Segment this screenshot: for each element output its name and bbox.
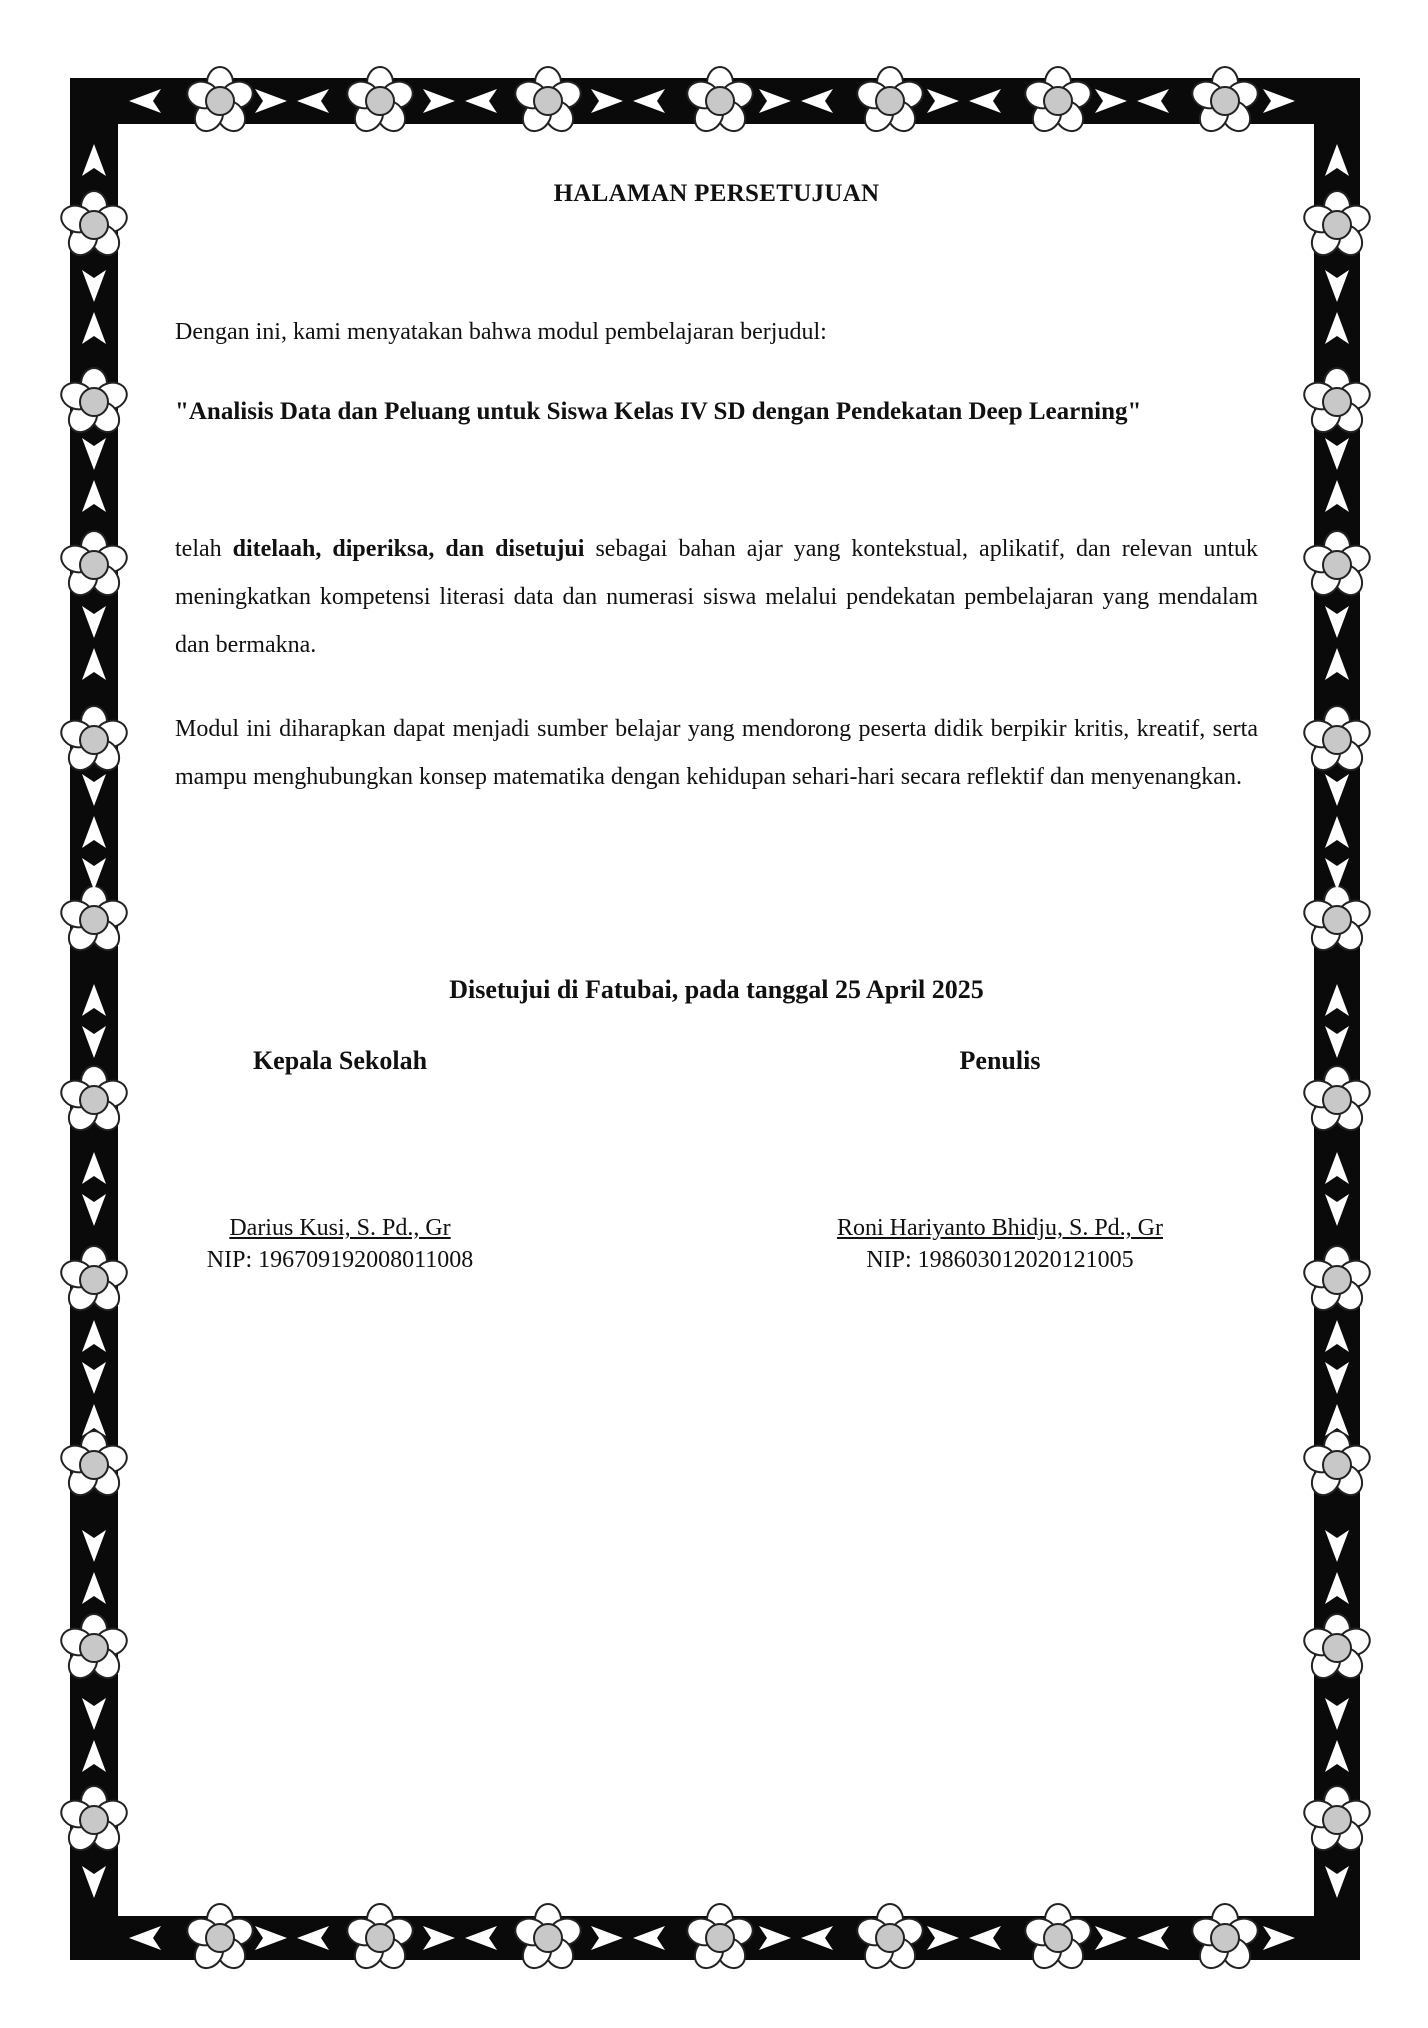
flower-ornament <box>184 67 256 137</box>
signer-name: Darius Kusi, S. Pd., Gr <box>229 1215 451 1241</box>
flower-ornament <box>854 67 926 137</box>
flower-ornament <box>1189 1904 1261 1974</box>
flower-ornament <box>854 1904 926 1974</box>
flower-ornament <box>1022 1904 1094 1974</box>
purpose-paragraph: Modul ini diharapkan dapat menjadi sumber belajar yang mendorong peserta didik berpikir kritis, kreatif, serta mampu menghubungkan konsep matematika dengan kehidupan sehari-hari secara reflektif dan menyenangkan. <box>175 716 1258 790</box>
flower-ornament <box>184 1904 256 1974</box>
signer-nip: NIP: 198603012020121005 <box>866 1247 1134 1273</box>
statement-suffix: sebagai bahan ajar yang kontekstual, aplikatif, dan relevan untuk meningkatkan kompetensi literasi data dan numerasi siswa melalui pendekatan pembelajaran yang mendalam dan bermakna. <box>175 536 1259 658</box>
signer-role: Penulis <box>959 1046 1041 1075</box>
intro-paragraph: Dengan ini, kami menyatakan bahwa modul pembelajaran berjudul: <box>175 319 827 345</box>
statement-prefix: telah <box>175 536 233 562</box>
flower-ornament <box>344 1904 416 1974</box>
signer-name: Roni Hariyanto Bhidju, S. Pd., Gr <box>836 1215 1163 1241</box>
flower-ornament <box>512 1904 584 1974</box>
page-title: HALAMAN PERSETUJUAN <box>553 180 880 207</box>
statement-bold: ditelaah, diperiksa, dan disetujui <box>232 536 585 562</box>
document-content <box>175 170 1259 1273</box>
signer-role: Kepala Sekolah <box>252 1046 428 1075</box>
flower-ornament <box>344 67 416 137</box>
module-title: "Analisis Data dan Peluang untuk Siswa Kelas IV SD dengan Pendekatan Deep Learning" <box>175 398 1142 425</box>
flower-ornament <box>512 67 584 137</box>
flower-ornament <box>684 1904 756 1974</box>
flower-ornament <box>684 67 756 137</box>
signature-block-author <box>740 1046 1260 1276</box>
flower-ornament <box>1189 67 1261 137</box>
flower-ornament <box>1022 67 1094 137</box>
signer-nip: NIP: 196709192008011008 <box>206 1247 474 1273</box>
signature-block-principal <box>80 1046 600 1276</box>
approval-statement-paragraph <box>175 525 1258 669</box>
approval-line: Disetujui di Fatubai, pada tanggal 25 April 2025 <box>449 975 984 1004</box>
